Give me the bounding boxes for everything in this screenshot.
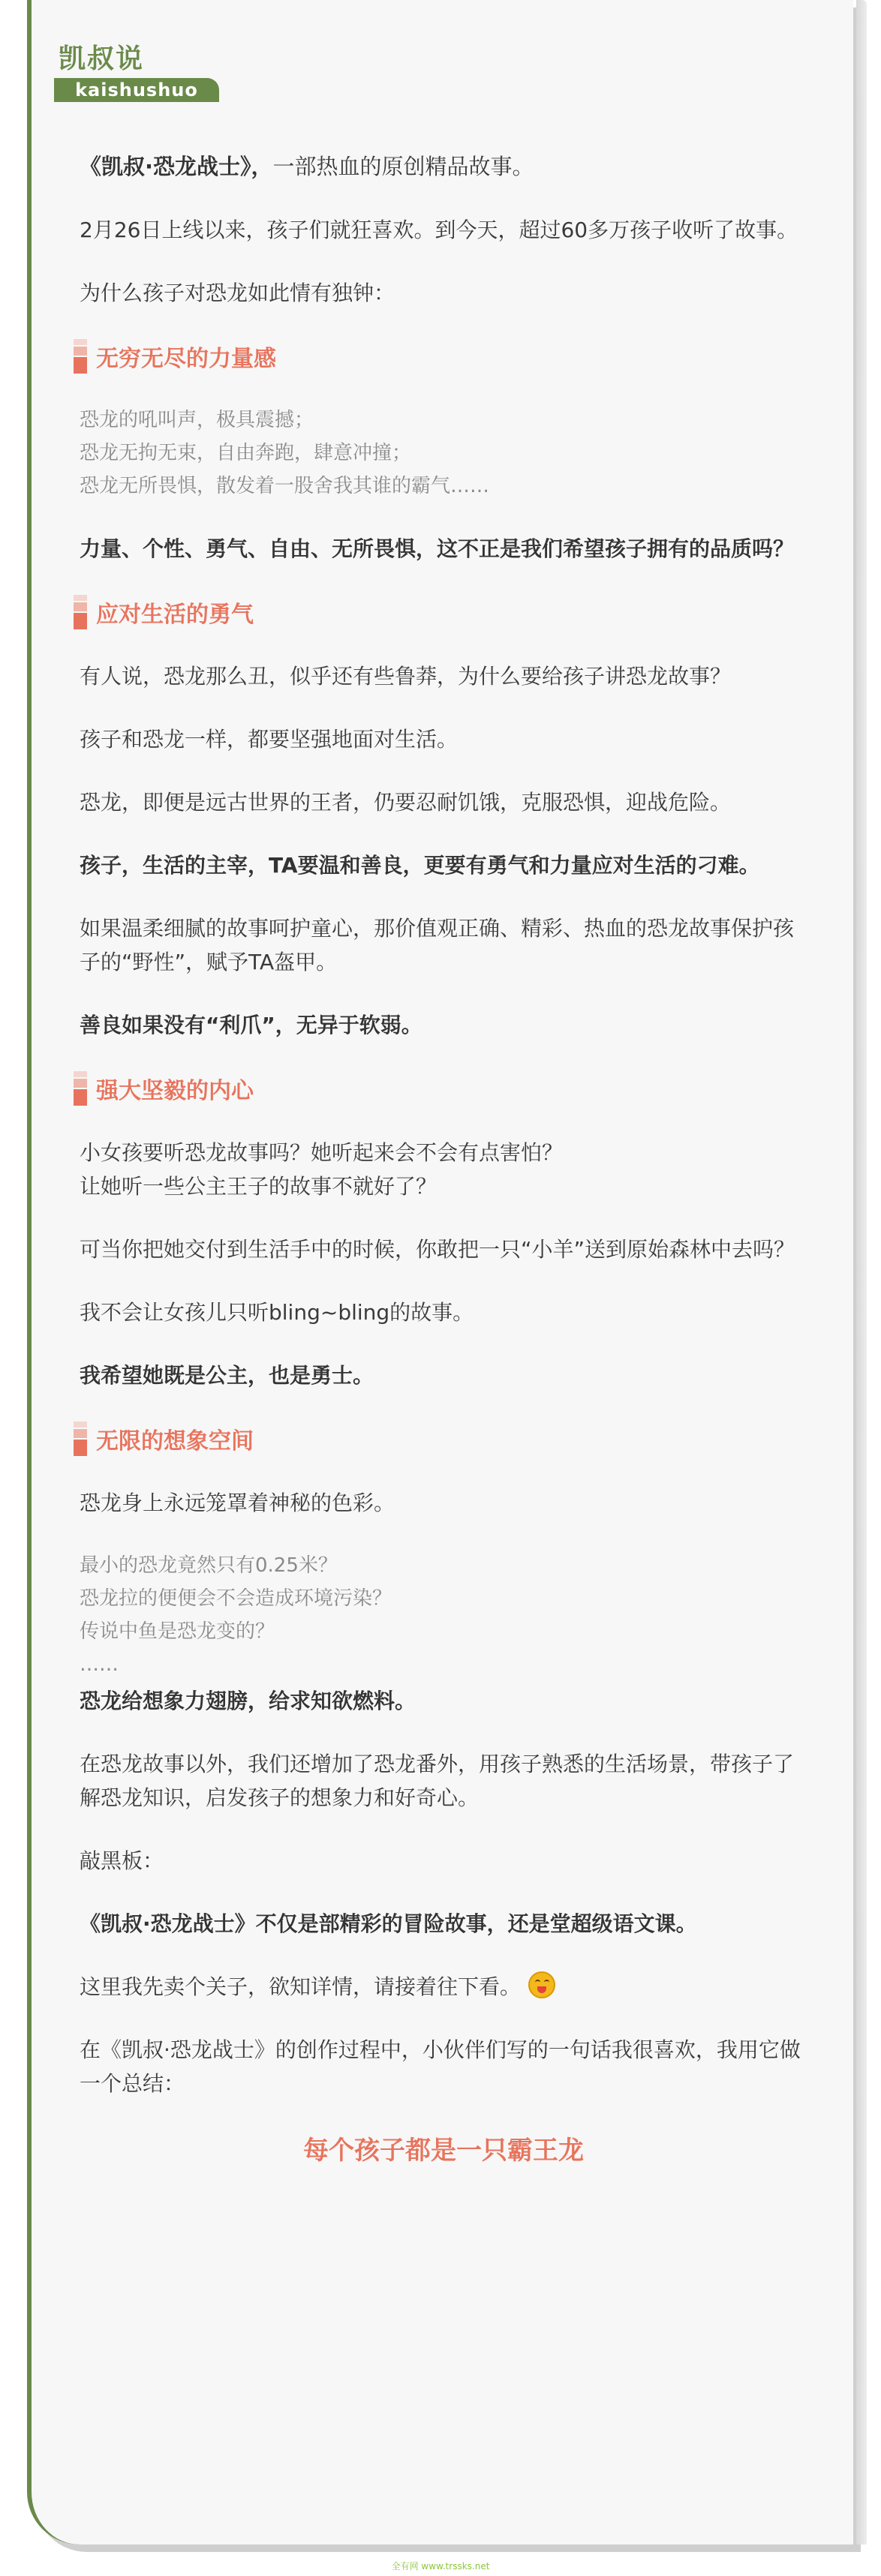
paragraph: 孩子和恐龙一样，都要坚强地面对生活。	[80, 727, 459, 752]
bold-paragraph: 善良如果没有“利爪”，无异于软弱。	[80, 1013, 422, 1037]
bold-paragraph: 力量、个性、勇气、自由、无所畏惧，这不正是我们希望孩子拥有的品质吗？	[80, 536, 795, 561]
paragraph: 为什么孩子对恐龙如此情有独钟：	[80, 281, 395, 305]
heading-marker-icon	[74, 595, 87, 629]
section-title: 强大坚毅的内心	[96, 1078, 254, 1104]
closing-slogan: 每个孩子都是一只霸王龙	[303, 2136, 584, 2166]
section-title: 无穷无尽的力量感	[96, 346, 276, 372]
quote-line: 恐龙无拘无束，自由奔跑，肆意冲撞；	[80, 442, 412, 464]
brand-title: 凯叔说	[59, 44, 145, 74]
paragraph: 2月26日上线以来，孩子们就狂喜欢。到今天，超过60多万孩子收听了故事。	[80, 218, 798, 242]
bold-paragraph: 孩子，生活的主宰，TA要温和善良，更要有勇气和力量应对生活的刁难。	[80, 853, 760, 878]
section-title: 无限的想象空间	[96, 1428, 254, 1455]
intro-comma: ，	[251, 154, 273, 179]
paragraph: 有人说，恐龙那么丑，似乎还有些鲁莽，为什么要给孩子讲恐龙故事？	[80, 664, 732, 689]
quote-line: ……	[80, 1653, 119, 1676]
quote-line: 最小的恐龙竟然只有0.25米？	[80, 1554, 338, 1577]
bold-paragraph: 我希望她既是公主，也是勇士。	[80, 1363, 374, 1388]
paragraph: 在恐龙故事以外，我们还增加了恐龙番外，用孩子熟悉的生活场景，带孩子了解恐龙知识，启发孩子的想象力和好奇心。	[80, 1752, 795, 1810]
section-heading	[74, 1071, 807, 1106]
heading-marker-icon	[74, 1422, 87, 1456]
section-heading	[74, 1422, 807, 1456]
paragraph: 在《凯叔·恐龙战士》的创作过程中，小伙伴们写的一句话我很喜欢，我用它做一个总结：	[80, 2037, 801, 2096]
bold-paragraph: 《凯叔·恐龙战士》不仅是部精彩的冒险故事，还是堂超级语文课。	[80, 1911, 697, 1936]
heading-marker-icon	[74, 339, 87, 374]
quote-block	[80, 1549, 807, 1681]
paragraph: 恐龙身上永远笼罩着神秘的色彩。	[80, 1491, 395, 1515]
quote-line: 恐龙拉的便便会不会造成环境污染？	[80, 1587, 392, 1610]
footer-watermark: 全有网 www.trssks.net	[391, 2561, 490, 2571]
section-heading	[74, 595, 807, 629]
paragraph: 如果温柔细腻的故事呵护童心，那价值观正确、精彩、热血的恐龙故事保护孩子的“野性”，赋予TA盔甲。	[80, 916, 795, 974]
paragraph-line: 让她听一些公主王子的故事不就好了？	[80, 1174, 437, 1199]
quote-block	[80, 404, 807, 503]
grinning-face-emoji-icon	[528, 1971, 555, 1998]
paragraph: 我不会让女孩儿只听bling~bling的故事。	[80, 1300, 474, 1325]
paragraph: 可当你把她交付到生活手中的时候，你敢把一只“小羊”送到原始森林中去吗？	[80, 1237, 795, 1262]
section-heading	[74, 339, 807, 374]
paragraph: 敲黑板：	[80, 1848, 164, 1873]
paragraph	[80, 1970, 807, 2004]
intro-paragraph	[80, 150, 807, 184]
paragraph-line: 小女孩要听恐龙故事吗？她听起来会不会有点害怕？	[80, 1140, 564, 1165]
paragraph-text: 这里我先卖个关子，欲知详情，请接着往下看。	[80, 1974, 522, 1999]
quote-line: 传说中鱼是恐龙变的？	[80, 1620, 275, 1643]
intro-text: 一部热血的原创精品故事。	[272, 154, 534, 179]
bold-paragraph: 恐龙给想象力翅膀，给求知欲燃料。	[80, 1689, 416, 1713]
book-title: 《凯叔·恐龙战士》	[80, 154, 251, 179]
heading-marker-icon	[74, 1071, 87, 1106]
article-body	[80, 150, 807, 2166]
quote-line: 恐龙的吼叫声，极具震撼；	[80, 409, 314, 431]
quote-line: 恐龙无所畏惧，散发着一股舍我其谁的霸气……	[80, 475, 490, 497]
section-title: 应对生活的勇气	[96, 602, 254, 628]
paragraph	[80, 1136, 807, 1203]
paragraph: 恐龙，即便是远古世界的王者，仍要忍耐饥饿，克服恐惧，迎战危险。	[80, 790, 732, 815]
brand-subtitle: kaishushuo	[54, 78, 219, 102]
